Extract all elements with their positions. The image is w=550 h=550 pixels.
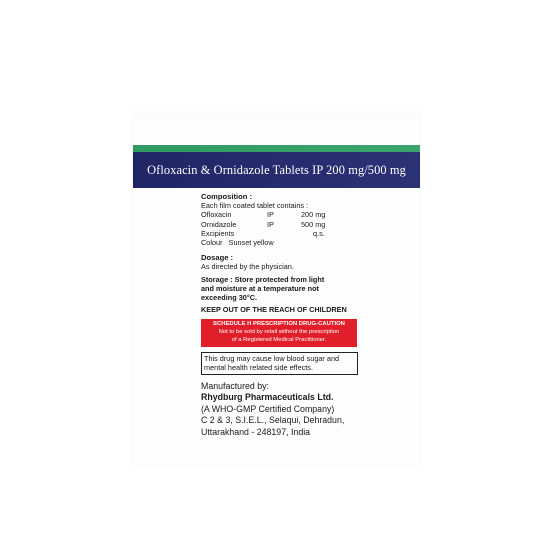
composition-intro: Each film coated tablet contains : xyxy=(201,201,309,211)
manufacturer-block xyxy=(201,381,361,439)
composition-row xyxy=(201,220,361,229)
label-content xyxy=(201,189,361,439)
schedule-h-caution-box xyxy=(201,319,357,347)
dosage-text: As directed by the physician. xyxy=(201,262,294,272)
storage-line: and moisture at a temperature not xyxy=(201,283,319,293)
ingredient-name: Ornidazole xyxy=(201,219,237,229)
side-effects-box xyxy=(201,352,358,374)
caution-line: of a Registered Medical Practitioner. xyxy=(231,336,327,343)
manufacturer-address: Uttarakhand - 248197, India xyxy=(201,427,311,437)
composition-row xyxy=(201,229,361,238)
manufacturer-heading: Manufactured by: xyxy=(201,380,269,391)
green-stripe xyxy=(133,145,420,152)
colour-line: Colour Sunset yellow xyxy=(201,238,274,248)
keep-out-warning: KEEP OUT OF THE REACH OF CHILDREN xyxy=(201,305,347,315)
caution-title: SCHEDULE H PRESCRIPTION DRUG-CAUTION xyxy=(213,321,345,328)
ingredient-name: Excipients xyxy=(201,228,235,238)
ingredient-quantity: 200 mg xyxy=(301,210,326,220)
ingredient-standard xyxy=(267,229,301,238)
manufacturer-cert: (A WHO-GMP Certified Company) xyxy=(201,403,335,414)
manufacturer-address: C 2 & 3, S.I.E.L., Selaqui, Dehradun, xyxy=(201,415,345,426)
storage-line: exceeding 30°C. xyxy=(201,293,258,303)
storage-line: Storage : Store protected from light xyxy=(201,274,325,284)
side-effects-line: mental health related side effects. xyxy=(204,363,313,373)
ingredient-name: Ofloxacin xyxy=(201,210,232,220)
side-effects-line: This drug may cause low blood sugar and xyxy=(204,354,340,364)
caution-line: Not to be sold by retail without the prescription xyxy=(218,329,340,336)
dosage-heading: Dosage : xyxy=(201,253,234,263)
manufacturer-name: Rhydburg Pharmaceuticals Ltd. xyxy=(201,392,334,403)
ingredient-standard: IP xyxy=(267,219,274,229)
ingredient-quantity: 500 mg xyxy=(301,219,326,229)
composition-row xyxy=(201,210,361,219)
ingredient-quantity: q.s. xyxy=(313,228,325,238)
ingredient-standard: IP xyxy=(267,210,274,220)
composition-heading: Composition : xyxy=(201,192,253,201)
product-title-band: Ofloxacin & Ornidazole Tablets IP 200 mg/500 mg xyxy=(133,152,420,188)
